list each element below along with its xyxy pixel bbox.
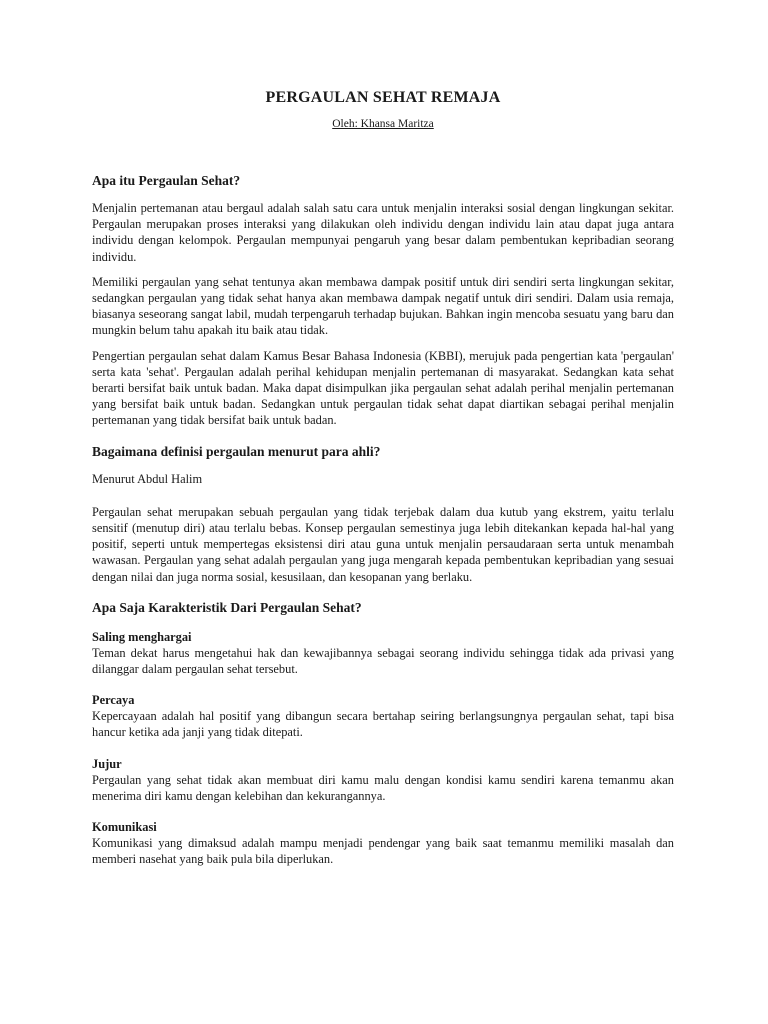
section-heading: Apa itu Pergaulan Sehat? — [92, 173, 241, 188]
characteristic-text: Kepercayaan adalah hal positif yang dibangun secara bertahap seiring berlangsungnya pergaulan sehat, tapi bisa hancur ketika ada janji yang tidak ditepati. — [92, 709, 674, 740]
section-definisi-para-ahli — [92, 443, 674, 585]
characteristic-text: Pergaulan yang sehat tidak akan membuat diri kamu malu dengan kondisi kamu sendiri karena temanmu akan menerima diri kamu dengan kelebihan dan kekurangannya. — [92, 772, 674, 803]
characteristic-item — [92, 756, 674, 804]
paragraph: Pergaulan sehat merupakan sebuah pergaulan yang tidak terjebak dalam dua kutub yang ekstrem, yaitu terlalu sensitif (menutup diri) atau terlalu bebas. Konsep pergaulan semestinya juga lebih ditekankan kepada hal-hal yang positif, seperti untuk mempertegas eksistensi diri atau guna untuk menjalin persaudaraan serta untuk menambah wawasan. Pergaulan yang sehat adalah pergaulan yang juga mengarah kepada pembentukan kepribadian yang sesuai dengan nilai dan juga norma sosial, kesusilaan, dan kesopanan yang berlaku. — [92, 504, 674, 584]
characteristic-title: Percaya — [92, 693, 135, 708]
characteristic-item — [92, 819, 674, 867]
section-heading: Apa Saja Karakteristik Dari Pergaulan Sehat? — [92, 599, 362, 615]
document-author: Oleh: Khansa Maritza — [332, 118, 434, 130]
expert-source: Menurut Abdul Halim — [92, 471, 203, 486]
section-karakteristik — [92, 599, 674, 868]
section-heading: Bagaimana definisi pergaulan menurut para ahli? — [92, 443, 381, 459]
section-apa-itu-pergaulan-sehat — [92, 172, 674, 429]
paragraph: Menjalin pertemanan atau bergaul adalah salah satu cara untuk menjalin interaksi sosial dengan lingkungan sekitar. Pergaulan merupakan proses interaksi yang dilakukan oleh individu dengan individu lain atau dapat juga antara individu dengan kelompok. Pergaulan mempunyai pengaruh yang besar dalam pembentukan kepribadian seorang individu. — [92, 201, 674, 264]
paragraph: Pengertian pergaulan sehat dalam Kamus Besar Bahasa Indonesia (KBBI), merujuk pada pengertian kata 'pergaulan' serta kata 'sehat'. Pergaulan adalah perihal kehidupan menjalin pertemanan di masyarakat. Sedangkan kata sehat berarti bersifat baik untuk badan. Maka dapat disimpulkan jika pergaulan sehat adalah perihal menjalin pertemanan yang bersifat baik untuk badan. Sedangkan untuk pergaulan tidak sehat dapat diartikan sebagai perihal menjalin pertemanan yang tidak bersifat baik untuk badan. — [92, 348, 674, 428]
paragraph: Memiliki pergaulan yang sehat tentunya akan membawa dampak positif untuk diri sendiri serta lingkungan sekitar, sedangkan pergaulan yang tidak sehat hanya akan membawa dampak negatif untuk diri sendiri. Dalam usia remaja, biasanya seseorang sangat labil, mudah terpengaruh terhadap bujukan. Bahkan ingin mencoba sesuatu yang baru dan mungkin belum tahu apakah itu baik atau tidak. — [92, 274, 674, 338]
document-title: PERGAULAN SEHAT REMAJA — [265, 89, 501, 106]
characteristic-item — [92, 692, 674, 740]
characteristic-item — [92, 629, 674, 677]
document-body — [92, 172, 674, 867]
characteristic-text: Teman dekat harus mengetahui hak dan kewajibannya sebagai seorang individu sehingga tidak ada privasi yang dilanggar dalam pergaulan sehat tersebut. — [92, 645, 674, 677]
characteristic-title: Jujur — [92, 756, 122, 771]
characteristic-title: Saling menghargai — [92, 629, 192, 644]
characteristic-title: Komunikasi — [92, 820, 157, 835]
characteristic-text: Komunikasi yang dimaksud adalah mampu menjadi pendengar yang baik saat temanmu memiliki masalah dan memberi nasehat yang baik pula bila diperlukan. — [92, 836, 674, 867]
